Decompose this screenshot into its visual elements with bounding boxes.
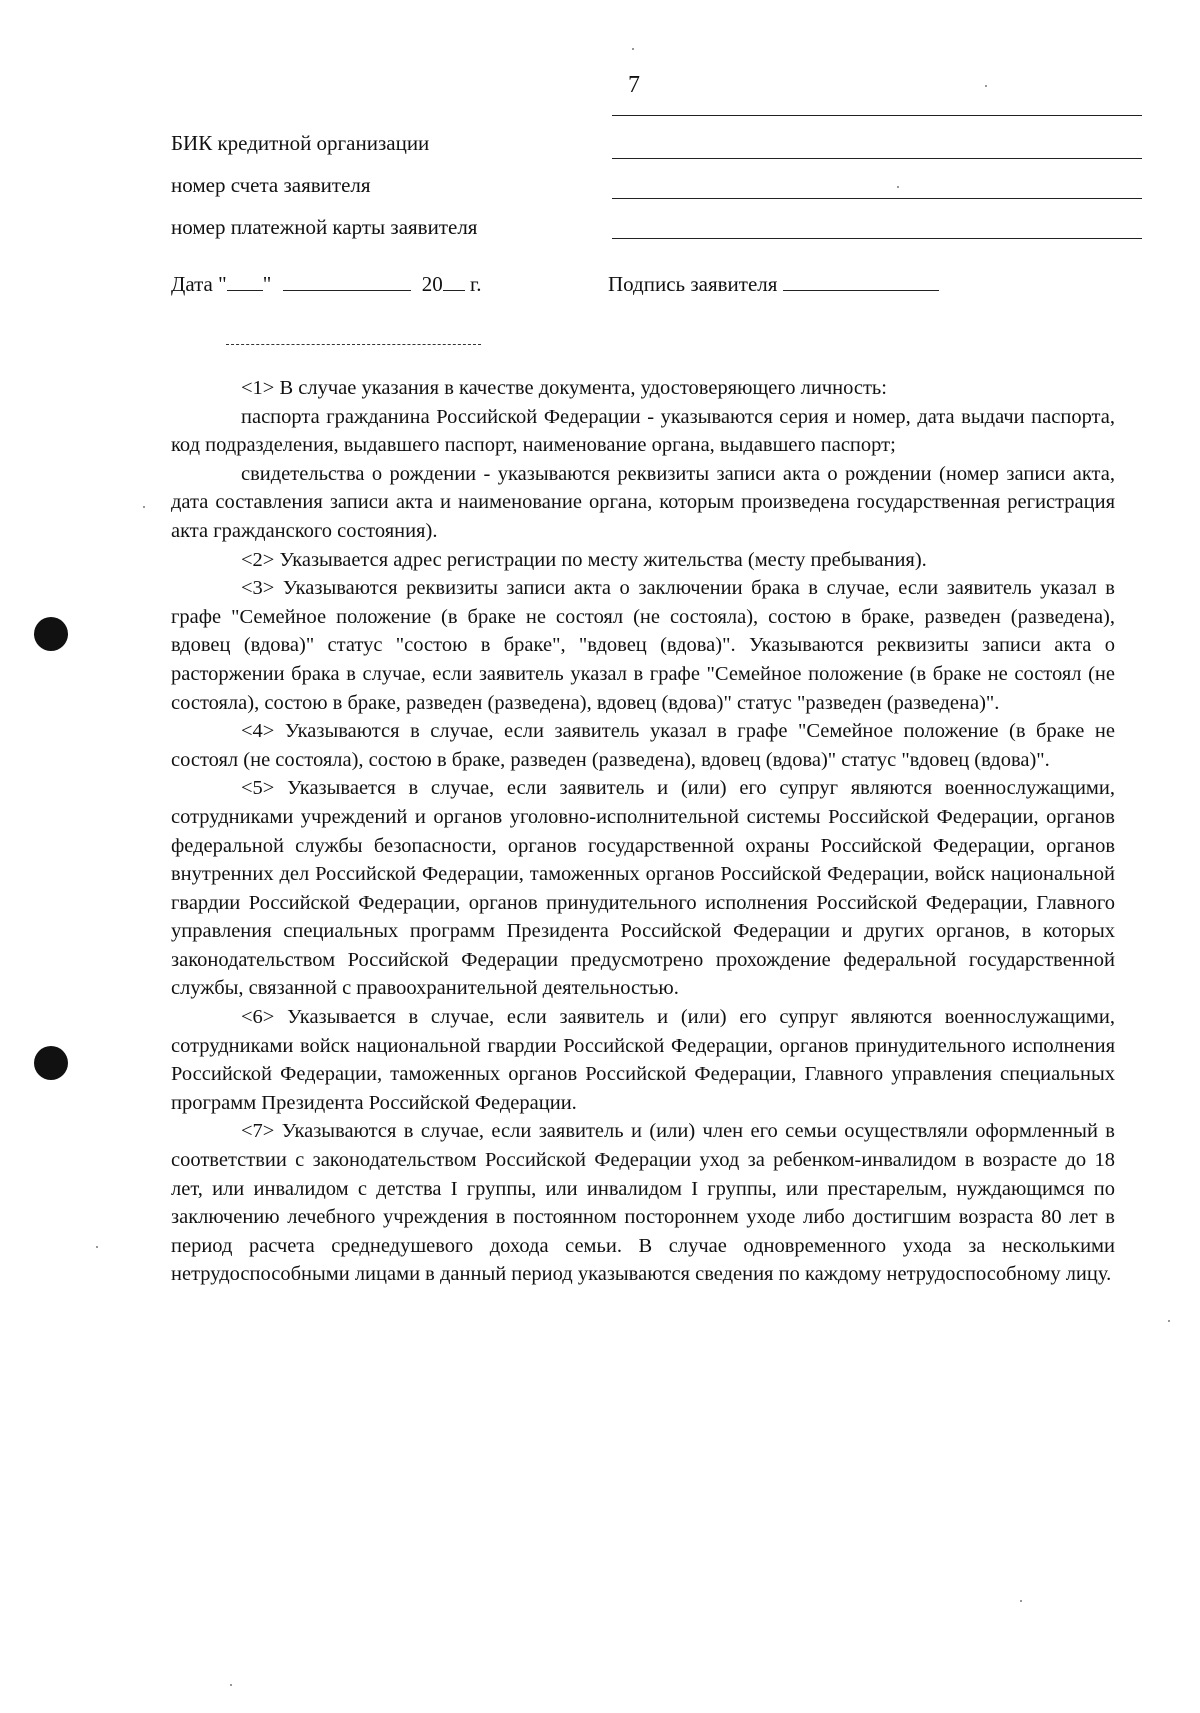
signature-blank[interactable] [783, 272, 939, 291]
footnotes [171, 374, 1115, 1289]
scan-speck [230, 1684, 232, 1686]
footnote-6: <6> Указывается в случае, если заявитель и (или) его супруг являются военнослужащими, сотрудниками войск национальной гвардии Российской Федерации, органов принудительного исполнения Российской Федерации, таможенных органов Российской Федерации, Главного управления специальных программ Президента Российской Федерации. [171, 1006, 1115, 1114]
date-year-suffix: г. [470, 272, 482, 296]
footnote-separator [226, 344, 481, 345]
scan-speck [985, 85, 987, 87]
footnote-1-intro: <1> В случае указания в качестве документа, удостоверяющего личность: [241, 377, 887, 399]
blank-line-top [612, 115, 1142, 116]
bik-field-line[interactable] [612, 158, 1142, 159]
footnote-2: <2> Указывается адрес регистрации по месту жительства (месту пребывания). [241, 548, 927, 571]
page-number: 7 [628, 72, 640, 98]
card-field-line[interactable] [612, 238, 1142, 239]
footnote-4: <4> Указываются в случае, если заявитель указал в графе "Семейное положение (в браке не состоял (не состояла), состою в браке, разведен (разведена), вдовец (вдова)" статус "вдовец (вдова)". [171, 720, 1115, 771]
form-row-bik-label: БИК кредитной организации [171, 131, 430, 155]
date-prefix: Дата " [171, 272, 227, 296]
date-day-blank[interactable] [227, 272, 263, 291]
date-year-blank[interactable] [443, 272, 465, 291]
date-row [171, 272, 482, 297]
scan-speck [96, 1246, 98, 1248]
form-row-card-label: номер платежной карты заявителя [171, 215, 478, 239]
scan-speck [632, 48, 634, 50]
footnote-1-birth-certificate: свидетельства о рождении - указываются реквизиты записи акта о рождении (номер записи акта, дата составления записи акта и наименование органа, которым произведена государственная регистрация акта гражданского состояния). [171, 462, 1115, 542]
date-year-prefix: 20 [421, 272, 443, 296]
footnote-1-passport: паспорта гражданина Российской Федерации - указываются серия и номер, дата выдачи паспорта, код подразделения, выдавшего паспорт, наименование органа, выдавшего паспорт; [171, 405, 1115, 457]
footnote-7: <7> Указываются в случае, если заявитель и (или) член его семьи осуществляли оформленный в соответствии с законодательством Российской Федерации уход за ребенком-инвалидом в возрасте до 18 лет, или инвалидом с детства I группы, или инвалидом I группы, или престарелым, нуждающимся по заключению лечебного учреждения в постоянном постороннем уходе либо достигшим возраста 80 лет в период расчета среднедушевого дохода семьи. В случае одновременного ухода за несколькими нетрудоспособными лицами в данный период указываются сведения по каждому нетрудоспособному лицу. [171, 1120, 1115, 1286]
punch-hole-lower [34, 1046, 68, 1080]
footnote-3: <3> Указываются реквизиты записи акта о заключении брака в случае, если заявитель указал в графе "Семейное положение (в браке не состоял (не состояла), состою в браке, разведен (разведена), вдовец (вдова)" статус "состою в браке", "вдовец (вдова)". Указываются реквизиты записи акта о расторжении брака в случае, если заявитель указал в графе "Семейное положение (в браке не состоял (не состояла), состою в браке, разведен (разведена), вдовец (вдова)" статус "разведен (разведена)". [171, 577, 1115, 714]
date-month-blank[interactable] [283, 272, 411, 291]
footnote-5: <5> Указывается в случае, если заявитель и (или) его супруг являются военнослужащими, сотрудниками учреждений и органов уголовно-исполнительной системы Российской Федерации, органов федеральной службы безопасности, органов государственной охраны Российской Федерации, органов внутренних дел Российской Федерации, таможенных органов Российской Федерации, войск национальной гвардии Российской Федерации, органов принудительного исполнения Российской Федерации, Главного управления специальных программ Президента Российской Федерации и других органов, в которых законодательством Российской Федерации предусмотрено прохождение федеральной государственной службы, связанной с правоохранительной деятельностью. [171, 777, 1115, 1000]
account-field-line[interactable] [612, 198, 1142, 199]
signature-row [608, 272, 939, 297]
scan-speck [1020, 1600, 1022, 1602]
punch-hole-upper [34, 617, 68, 651]
scan-speck [143, 506, 145, 508]
form-row-account-label: номер счета заявителя [171, 173, 371, 197]
scan-speck [1168, 1320, 1170, 1322]
date-quote-close: " [262, 272, 272, 296]
signature-label: Подпись заявителя [608, 272, 778, 296]
scan-speck [897, 186, 899, 188]
